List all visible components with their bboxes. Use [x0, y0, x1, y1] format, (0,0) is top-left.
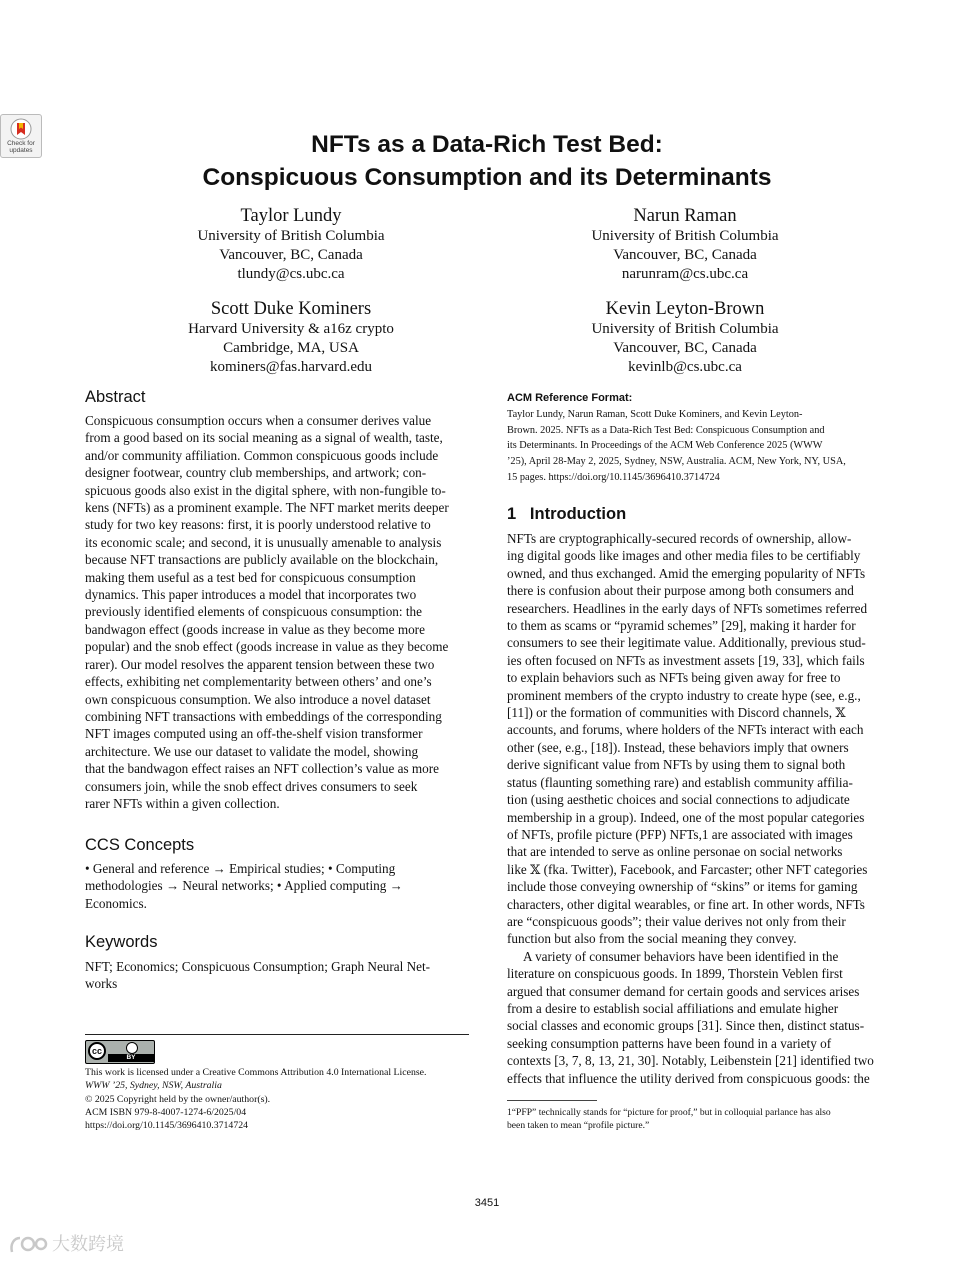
author-location: Vancouver, BC, Canada: [613, 247, 757, 263]
badge-label-line1: Check for: [7, 140, 35, 147]
ccs-body: [85, 860, 469, 912]
intro-line: that are intended to serve as online personae on social networks: [507, 844, 843, 860]
watermark-text: 大数跨境: [52, 1234, 124, 1255]
author-affiliation: University of British Columbia: [591, 321, 779, 337]
license-line: ACM ISBN 979-8-4007-1274-6/2025/04: [85, 1106, 247, 1118]
intro-line: argued that consumer demand for certain goods and services arises: [507, 983, 860, 999]
author-affiliation: University of British Columbia: [197, 228, 385, 244]
ccs-line: • General and reference → Empirical studies; • Computing: [85, 861, 396, 876]
author-affiliation: University of British Columbia: [591, 228, 779, 244]
intro-line: are “conspicuous goods”; their value derives not only from their: [507, 913, 846, 929]
abstract-line: that the bandwagon effect raises an NFT collection’s value as more: [85, 761, 439, 777]
intro-line: other (see, e.g., [18]). Instead, these behaviors imply that owners: [507, 739, 849, 755]
abstract-line: kens (NFTs) as a prominent example. The NFT market merits deeper: [85, 500, 449, 516]
author-email[interactable]: tlundy@cs.ubc.ca: [237, 266, 345, 282]
abstract-line: bandwagon effect (goods increase in value as they become more: [85, 621, 425, 637]
intro-line: like 𝕏 (fka. Twitter), Facebook, and Farcaster; other NFT categories: [507, 861, 868, 877]
author-block-raman: [535, 205, 835, 284]
intro-line: A variety of consumer behaviors have been identified in the: [523, 948, 839, 964]
author-email[interactable]: narunram@cs.ubc.ca: [621, 266, 749, 282]
abstract-line: because NFT transactions are publicly available on the blockchain,: [85, 552, 439, 568]
abstract-line: combining NFT transactions with embeddings of the corresponding: [85, 708, 442, 724]
intro-heading: 1 Introduction: [507, 505, 627, 523]
acm-ref-body: [507, 407, 892, 486]
keywords-heading: Keywords: [85, 933, 158, 951]
acm-ref-line: 15 pages. https://doi.org/10.1145/3696410.3714724: [507, 471, 720, 483]
intro-line: owned, and thus exchanged. Amid the emerging popularity of NFTs: [507, 565, 866, 581]
abstract-line: making them useful as a test bed for conspicuous consumption: [85, 569, 416, 585]
license-divider: [85, 1034, 469, 1035]
abstract-line: Conspicuous consumption occurs when a consumer derives value: [85, 413, 432, 428]
abstract-line: designer footwear, country club memberships, and artwork; con-: [85, 465, 427, 481]
ccs-line: methodologies → Neural networks; • Applied computing →: [85, 878, 403, 894]
acm-ref-line: Taylor Lundy, Narun Raman, Scott Duke Kominers, and Kevin Leyton-: [507, 409, 803, 420]
author-affiliation: Harvard University & a16z crypto: [188, 321, 394, 337]
intro-line: status (flaunting something rare) and establish community affilia-: [507, 774, 853, 790]
intro-line: literature on conspicuous goods. In 1899, Thorstein Veblen first: [507, 966, 843, 982]
abstract-line: consumers join, while the snob effect drives consumers to seek: [85, 778, 418, 794]
author-block-kominers: [141, 298, 441, 377]
footnote-line: been taken to mean “profile picture.”: [507, 1120, 650, 1131]
page-number: 3451: [474, 1197, 500, 1209]
intro-line: NFTs are cryptographically-secured records of ownership, allow-: [507, 531, 852, 546]
title-line-1: NFTs as a Data-Rich Test Bed:: [311, 131, 663, 158]
abstract-line: rarer NFTs within a given collection.: [85, 795, 280, 811]
license-doi-link[interactable]: https://doi.org/10.1145/3696410.3714724: [85, 1120, 249, 1132]
cc-icon: cc: [88, 1042, 106, 1060]
intro-line: membership in a group). Indeed, one of the most popular categories: [507, 809, 865, 825]
abstract-line: its economic scale; and second, it is unusually amenable to analysis: [85, 534, 442, 550]
author-location: Cambridge, MA, USA: [223, 340, 359, 356]
intro-line: function but also from the social meaning they convey.: [507, 931, 797, 947]
keywords-line: works: [85, 976, 118, 992]
footnote: [507, 1106, 897, 1132]
cc-by-logo[interactable]: [85, 1040, 155, 1064]
intro-line: there is confusion about their purpose among both consumers and: [507, 583, 854, 599]
author-name: Taylor Lundy: [240, 206, 342, 226]
abstract-line: from a good based on its social meaning as a signal of wealth, taste,: [85, 430, 443, 446]
intro-line: of NFTs, profile picture (PFP) NFTs,1 are associated with images: [507, 826, 853, 842]
abstract-line: and/or community affiliation. Common conspicuous goods include: [85, 447, 439, 463]
intro-line: to them as scams or “pyramid schemes” [29], making it harder for: [507, 618, 856, 634]
abstract-heading: Abstract: [85, 388, 146, 406]
intro-line: ies often focused on NFTs as investment assets [19, 33], which fails: [507, 652, 865, 668]
abstract-body: [85, 412, 469, 812]
paper-title: [0, 128, 974, 194]
abstract-line: effects, exhibiting net complementarity between others’ and one’s: [85, 674, 432, 690]
by-label: BY: [108, 1054, 154, 1062]
watermark-logo-icon: [8, 1234, 48, 1256]
badge-label-line2: updates: [9, 147, 33, 154]
acm-ref-line: ’25), April 28-May 2, 2025, Sydney, NSW, Australia. ACM, New York, NY, USA,: [507, 456, 846, 468]
intro-line: [11]) or the formation of communities with Discord channels, 𝕏: [507, 705, 846, 721]
intro-line: social classes and economic groups [31]. Since then, distinct status-: [507, 1018, 865, 1034]
keywords-body: [85, 958, 469, 993]
author-email[interactable]: kevinlb@cs.ubc.ca: [628, 359, 742, 375]
abstract-line: spicuous goods also exist in the digital sphere, with non-fungible to-: [85, 482, 446, 498]
intro-body: [507, 530, 892, 1087]
license-line: © 2025 Copyright held by the owner/author(s).: [85, 1093, 271, 1105]
ccs-line: Economics.: [85, 895, 147, 911]
abstract-line: rarer). Our model resolves the apparent tension between these two: [85, 656, 435, 672]
intro-line: characters, other digital wearables, or fine art. In other words, NFTs: [507, 896, 865, 912]
acm-ref-line: Brown. 2025. NFTs as a Data-Rich Test Bed: Conspicuous Consumption and: [507, 424, 825, 436]
abstract-line: dynamics. This paper introduces a model that incorporates two: [85, 587, 417, 603]
intro-line: seeking consumption patterns have been found in a variety of: [507, 1035, 832, 1051]
author-email[interactable]: kominers@fas.harvard.edu: [209, 359, 373, 375]
intro-line: tion (using aesthetic choices and social connections to adjudicate: [507, 792, 850, 808]
author-block-leyton-brown: [535, 298, 835, 377]
intro-line: from a desire to establish social affiliations and emulate higher: [507, 1000, 839, 1016]
footnote-divider: [507, 1100, 597, 1101]
abstract-line: popular) and the snob effect (goods increase in value as they become: [85, 639, 449, 655]
author-location: Vancouver, BC, Canada: [219, 247, 363, 263]
intro-line: derive significant value from NFTs by using them to signal both: [507, 757, 846, 773]
intro-line: contexts [3, 7, 8, 13, 21, 30]. Notably, Leibenstein [21] identified two: [507, 1053, 874, 1069]
title-line-2: Conspicuous Consumption and its Determinants: [202, 164, 772, 191]
license-text: [85, 1066, 485, 1132]
by-person-icon: [126, 1042, 138, 1054]
intro-line: prominent members of the crypto industry to create hype (see, e.g.,: [507, 687, 861, 703]
abstract-line: own conspicuous consumption. We also introduce a novel dataset: [85, 691, 431, 707]
intro-line: researchers. Headlines in the early days of NFTs sometimes referred: [507, 600, 868, 616]
author-name: Narun Raman: [633, 206, 737, 226]
intro-line: accounts, and forums, where holders of the NFTs interact with each: [507, 722, 864, 738]
author-location: Vancouver, BC, Canada: [613, 340, 757, 356]
intro-line: consumers to see their legitimate value. Additionally, previous stud-: [507, 635, 866, 651]
license-venue: WWW ’25, Sydney, NSW, Australia: [85, 1080, 222, 1092]
intro-line: effects that influence the utility derived from conspicuous goods: the: [507, 1070, 870, 1086]
acm-ref-line: its Determinants. In Proceedings of the ACM Web Conference 2025 (WWW: [507, 440, 823, 452]
abstract-line: previously identified elements of conspicuous consumption: the: [85, 604, 422, 620]
license-line: This work is licensed under a Creative Commons Attribution 4.0 International License.: [85, 1067, 427, 1078]
author-name: Scott Duke Kominers: [210, 299, 372, 319]
author-name: Kevin Leyton-Brown: [605, 299, 765, 319]
keywords-line: NFT; Economics; Conspicuous Consumption; Graph Neural Net-: [85, 959, 431, 974]
ccs-heading: CCS Concepts: [85, 836, 195, 854]
acm-ref-heading: ACM Reference Format:: [507, 392, 633, 404]
intro-line: ing digital goods like images and other media files to be certifiably: [507, 548, 861, 564]
intro-line: include those conveying ownership of “skins” or items for gaming: [507, 879, 858, 895]
author-block-lundy: [141, 205, 441, 284]
abstract-line: architecture. We use our dataset to validate the model, showing: [85, 743, 419, 759]
intro-line: to explain behaviors such as NFTs being given away for free to: [507, 670, 841, 686]
footnote-line: 1“PFP” technically stands for “picture for proof,” but in colloquial parlance has also: [507, 1107, 831, 1118]
abstract-line: study for two key reasons: first, it is poorly understood relative to: [85, 517, 431, 533]
abstract-line: NFT images computed using an off-the-shelf vision transformer: [85, 726, 423, 742]
